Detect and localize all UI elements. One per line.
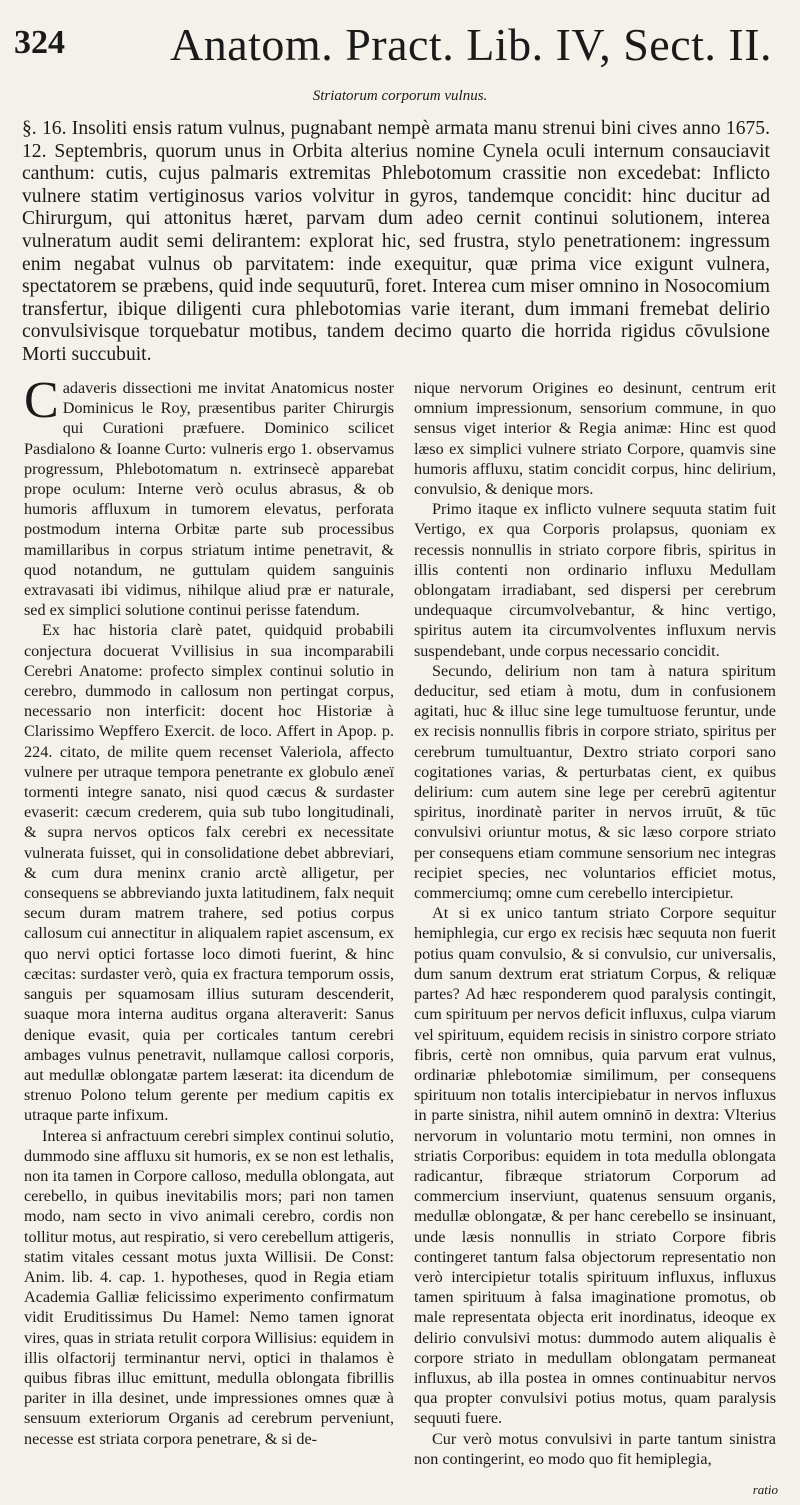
section-subheading: Striatorum corporum vulnus. bbox=[312, 88, 488, 104]
right-paragraph-1: nique nervorum Origines eo desinunt, centrum erit omnium impressionum, sensorium commune, in quo sensus viget interior & Regia animæ: Hinc est quod læso ex simplici vulnere striato Corpore, quamvis sine humoris affluxu, statim concidit corpus, hinc delirium, convulsio, & denique mors. bbox=[414, 379, 776, 499]
right-paragraph-5: Cur verò motus convulsivi in parte tantum sinistra non contingerint, eo modo quo fit hemiplegia, bbox=[414, 1429, 776, 1468]
left-column bbox=[24, 372, 394, 1449]
left-paragraph-1 bbox=[24, 372, 394, 620]
right-paragraph-4: At si ex unico tantum striato Corpore sequitur hemiphlegia, cur ergo ex recisis hæc sequuta non fuerit potius quam convulsio, & si convulsio, cur universalis, dum sanum dextrum erat striatum Corpus, & reliquæ partes? Ad hæc responderem quod paralysis contingit, cum spirituum per nervos deficit influxus, culpa viarum vel spirituum, equidem recisis in sinistro corpore striato fibris, certè non omnibus, quia parvum erat vulnus, ordinariæ phlebotomiæ similimum, per consequens spirituum non totalis intercipiebatur in nervos influxus in parte sinistra, nihil autem omninō in dextra: Vlterius nervorum in voluntario motu termini, non omnes in striatis Corporibus: equidem in tota medulla oblongata radicantur, fibræque striatorum Corporum ad commercium inserviunt, quatenus sensuum organis, medullæ oblongatæ, & per hanc cerebello se insinuant, unde læsis nonnullis in striato Corpore fibris contingeret tantum falsa objectorum representatio non verò intercipietur totalis spirituum influxus, influxus tamen spirituum à falsa imaginatione promotus, ob male representata objecta erit inordinatus, ideoque ex delirio convulsivi motus: dummodo autem aliqualis è corpore striato in medullam oblongatam permaneat influxus, ab illa postea in omnes continuabitur nervos qua propter convulsivi potius motus, quam paralysis sequuti fuere. bbox=[414, 904, 776, 1428]
left-paragraph-3: Interea si anfractuum cerebri simplex continui solutio, dummodo sine affluxu sit humoris, ex se non est lethalis, non ita tamen in Corpore calloso, medulla oblongata, aut cerebello, in quibus inevitabilis mors; pari non tamen modo, nam secto in vivo animali cerebro, cordis non tollitur motus, aut respiratio, si vero cerebellum attigeris, statim vitales cessant motus juxta Willisii. De Const: Anim. lib. 4. cap. 1. hypotheses, quod in Regia etiam Academia Galliæ felicissimo experimento confirmatum vidit Eruditissimus Du Hamel: Nemo tamen ignorat vires, quas in striata retulit corpora Willisius: equidem in illis olfactorij terminantur nervi, optici in thalamos è quibus fibras illuc emittunt, medulla oblongata fibrillis pariter in illa desinet, unde impressiones omnes quæ à sensuum exteriorum Organis ad cerebrum perveniunt, necesse est striata corpora penetrare, & si de- bbox=[24, 1126, 394, 1448]
running-title: Anatom. Pract. Lib. IV, Sect. II. bbox=[170, 19, 773, 70]
left-paragraph-1-text: adaveris dissectioni me invitat Anatomicus noster Dominicus le Roy, præsentibus pariter Chirurgis qui Curationi præfuere. Dominico scilicet Pasdialono & Ioanne Curto: vulneris ergo 1. observamus progressum, Phlebotomatum n. extrinsecè apparebat prope oculum: Interne verò oculus abrasus, & ob humoris affluxum in tumorem elevatus, perforata postmodum interna Orbitæ parte sub processibus mamillaribus in corpus striatum intime penetravit, & quod notandum, ne guttulam quidem sanguinis extravasati ibi vidimus, nihilque aliud præ er naturale, sed ex simplici solutione continui perisse fatendum. bbox=[24, 379, 394, 620]
right-paragraph-2: Primo itaque ex inflicto vulnere sequuta statim fuit Vertigo, ex qua Corporis prolapsus, quoniam ex recessis nonnullis in striato corpore fibris, spiritus in illis contenti non ordinario influxu Medullam oblongatam irradiabant, sed dispersi per cerebrum undequaque circumvolvebantur, & hinc vertigo, spiritus autem ita circumvolventes influxum nervis suspendebant, unde corpus necessario concidit. bbox=[414, 500, 776, 660]
page-number: 324 bbox=[14, 24, 65, 61]
drop-capital: C bbox=[24, 372, 59, 429]
intro-paragraph: §. 16. Insoliti ensis ratum vulnus, pugnabant nempè armata manu strenui bini cives anno 1675. 12. Septembris, quorum unus in Orbita alterius nomine Cynela oculi internum consauciavit canthum: cutis, cujus palmaris extremitas Phlebotomum crassitie non excedebat: Inflicto vulnere statim vertiginosus varios volvitur in gyros, tandemque concidit: hinc ducitur ad Chirurgum, qui attonitus hæret, parvam dum adeo cernit continui solutionem, interea vulneratum audit semi delirantem: explorat hic, sed frustra, stylo penetrationem: ingressum enim negabat vulnus ob parvitatem: inde exequitur, quæ prima vice exigunt vulnera, spectatorem se præbens, quid inde sequuturū, foret. Interea cum miser omnino in Nosocomium transfertur, ibique diligenti cura phlebotomias varie iterant, dum immani fremebat delirio convulsivisque torquebatur motibus, tandem decimo quarto die horrida rigidus cōvulsione Morti succubuit. bbox=[22, 118, 770, 365]
right-column bbox=[414, 378, 776, 1469]
catchword: ratio bbox=[752, 1482, 778, 1497]
running-head bbox=[14, 18, 784, 78]
right-paragraph-3: Secundo, delirium non tam à natura spiritum deducitur, sed etiam à motu, dum in confusionem agitati, huc & illuc sine lege tumultuose feruntur, unde ex recisis nonnullis fibris in corpore striato, spiritus per cerebrum tumultuantur, Dextro striato corpori sano cogitationes varias, & perturbatas cient, ex quibus delirium: cum autem sine lege per cerebrū agitentur spiritus, inordinatè pariter in nervos irruūt, & tūc convulsivi oriuntur motus, & sic læso corpore striato per consequens etiam commune sensorium nec integras recipiet species, nec voluntarios efficiet motus, commerciumq; omne cum cerebello intercipietur. bbox=[414, 661, 776, 903]
left-paragraph-2: Ex hac historia clarè patet, quidquid probabili conjectura docuerat Vvillisius in sua incomparabili Cerebri Anatome: profecto simplex continui solutio in cerebro, dummodo in callosum non pertingat corpus, necessario non interficit: docent hoc Historiæ à Clarissimo Wepffero Exercit. de loco. Affert in Apop. p. 224. citato, de milite quem recenset Valeriola, affecto vulnere per utraque tempora penetrante ex globulo æneï tormenti integre sanato, nisi quod cæcus & surdaster evaserit: cæcum crederem, quia sub tubo longitudinali, & supra nervos opticos falx cerebri ex necessitate vulnerata fuisset, qui in consolidatione debet abbreviari, & cum dura meninx cranio arctè alligetur, per consequens se abbreviando juxta latitudinem, falx nequit secum duram matrem trahere, sed potius corpus callosum cui annectitur in aliqualem rapiet ascensum, ex quo nervi optici fortasse loco dimoti fuerint, & hinc cæcitas: surdaster verò, quia ex fractura temporum ossis, sanguis per squamosam illius suturam descenderit, suaque mora interna auditus organa alteraverit: Sanus denique evasit, quia per corticales tantum cerebri ambages vulnus penetravit, nullamque callosi corporis, aut medullæ oblongatæ partem læserat: ita dicendum de strenuo Polono telum gerente per medium capitis ex utraque parte infixum. bbox=[24, 621, 394, 1125]
